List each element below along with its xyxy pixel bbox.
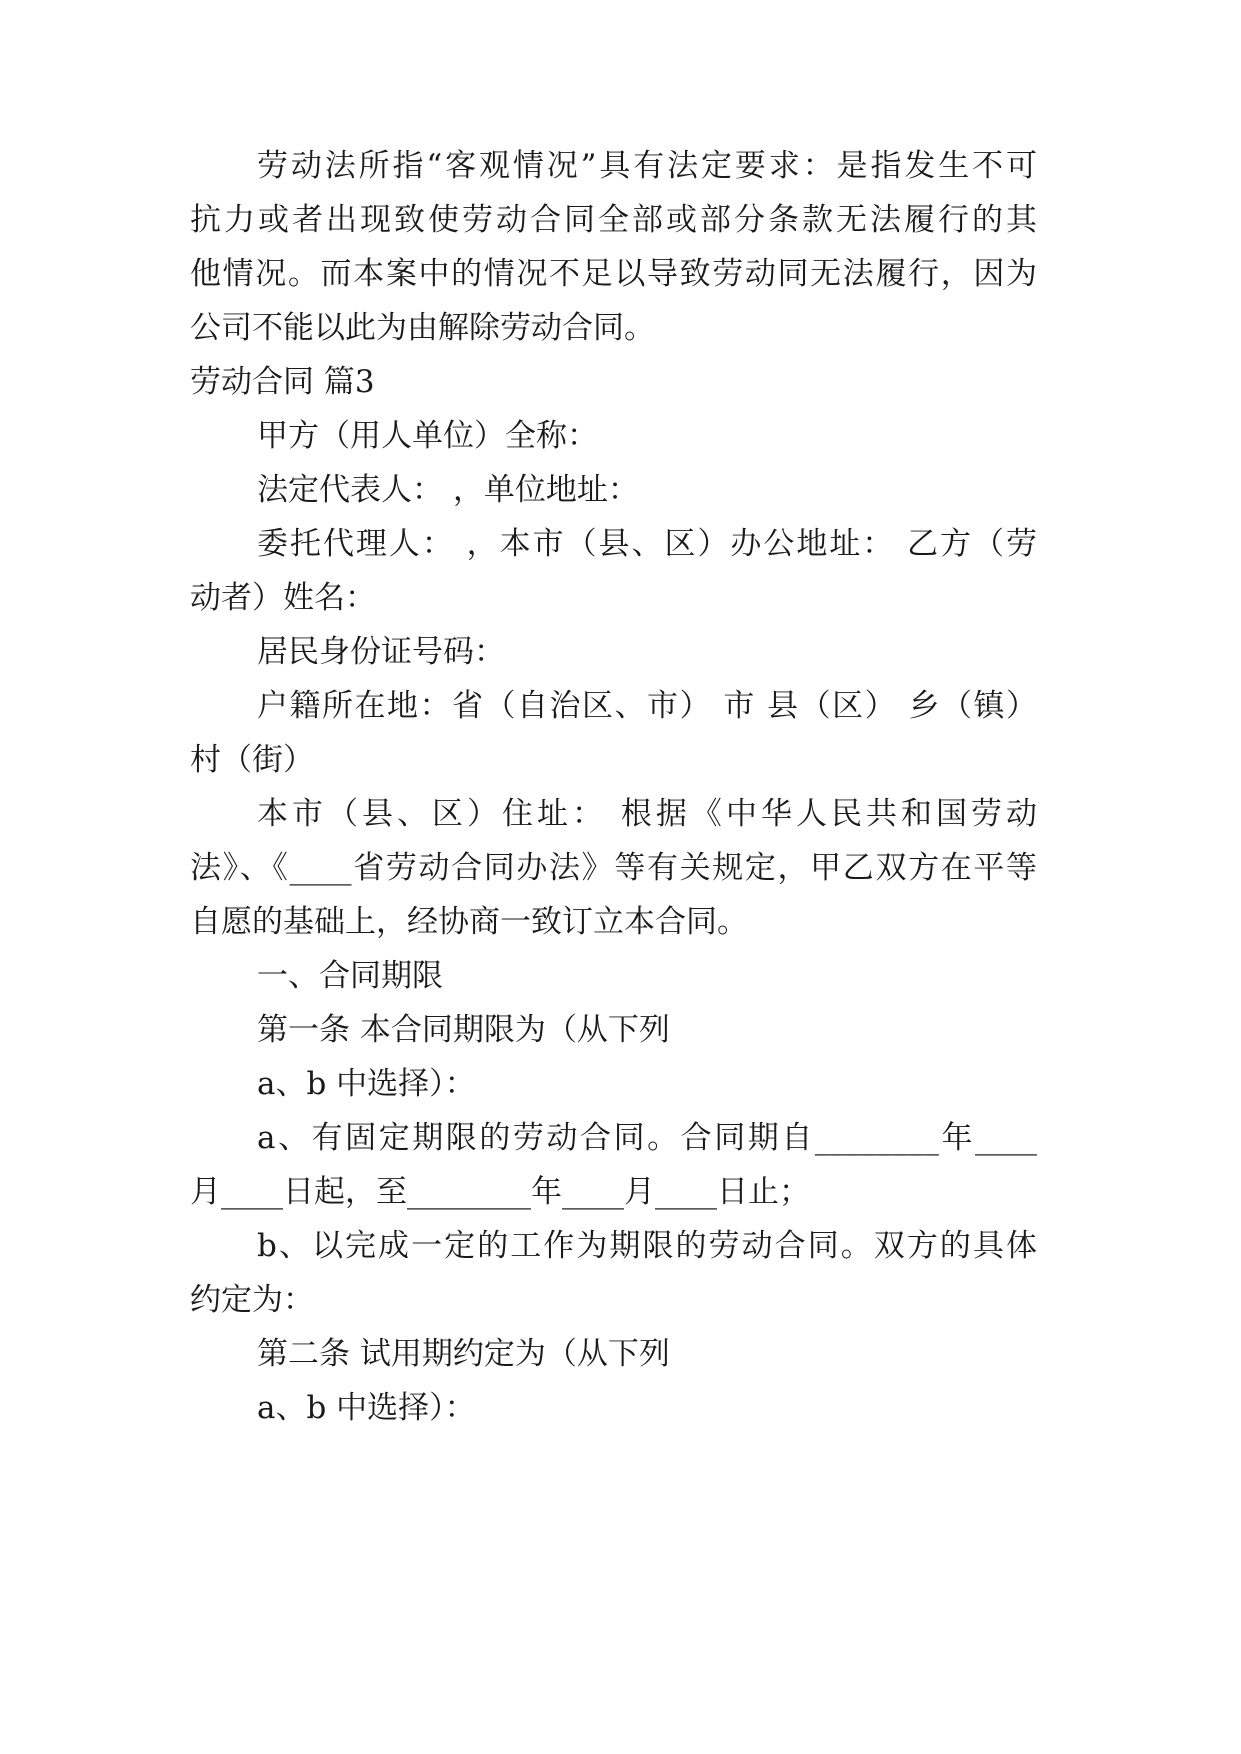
field-party-a-name: 甲方（用人单位）全称： bbox=[257, 418, 598, 454]
section-heading: 劳动合同 篇3 bbox=[190, 364, 375, 400]
paragraph-line: 劳动法所指“客观情况”具有法定要求：是指发生不可 bbox=[257, 148, 1037, 184]
paragraph-line: b、以完成一定的工作为期限的劳动合同。双方的具体 bbox=[257, 1228, 1037, 1264]
section-heading: 一、合同期限 bbox=[257, 958, 443, 994]
field-legal-representative: 法定代表人： ，单位地址： bbox=[257, 472, 639, 508]
field-agent: 委托代理人： ，本市（县、区）办公地址： 乙方（劳 bbox=[257, 526, 1037, 562]
field-household-registration-cont: 村（街） bbox=[190, 742, 314, 778]
paragraph-line: 月____日起，至________年____月____日止； bbox=[190, 1174, 810, 1210]
paragraph-line: a、b 中选择）： bbox=[257, 1390, 476, 1426]
article-heading: 第二条 试用期约定为（从下列 bbox=[257, 1336, 670, 1372]
field-id-number: 居民身份证号码： bbox=[257, 634, 505, 670]
paragraph-line: 本市（县、区）住址： 根据《中华人民共和国劳动 bbox=[257, 796, 1037, 832]
paragraph-line: 抗力或者出现致使劳动合同全部或部分条款无法履行的其 bbox=[190, 202, 1037, 238]
paragraph-line: 法》、《____省劳动合同办法》等有关规定，甲乙双方在平等 bbox=[190, 850, 1037, 886]
paragraph-line: 自愿的基础上，经协商一致订立本合同。 bbox=[190, 904, 748, 940]
paragraph-line: 约定为： bbox=[190, 1282, 314, 1318]
article-heading: 第一条 本合同期限为（从下列 bbox=[257, 1012, 670, 1048]
field-party-b-name: 动者）姓名： bbox=[190, 580, 376, 616]
paragraph-line: a、有固定期限的劳动合同。合同期自________年____ bbox=[257, 1120, 1037, 1156]
paragraph-line: 公司不能以此为由解除劳动合同。 bbox=[190, 310, 655, 346]
field-household-registration: 户籍所在地：省（自治区、市） 市 县（区） 乡（镇） bbox=[257, 688, 1037, 724]
paragraph-line: 他情况。而本案中的情况不足以导致劳动同无法履行，因为 bbox=[190, 256, 1037, 292]
paragraph-line: a、b 中选择）： bbox=[257, 1066, 476, 1102]
